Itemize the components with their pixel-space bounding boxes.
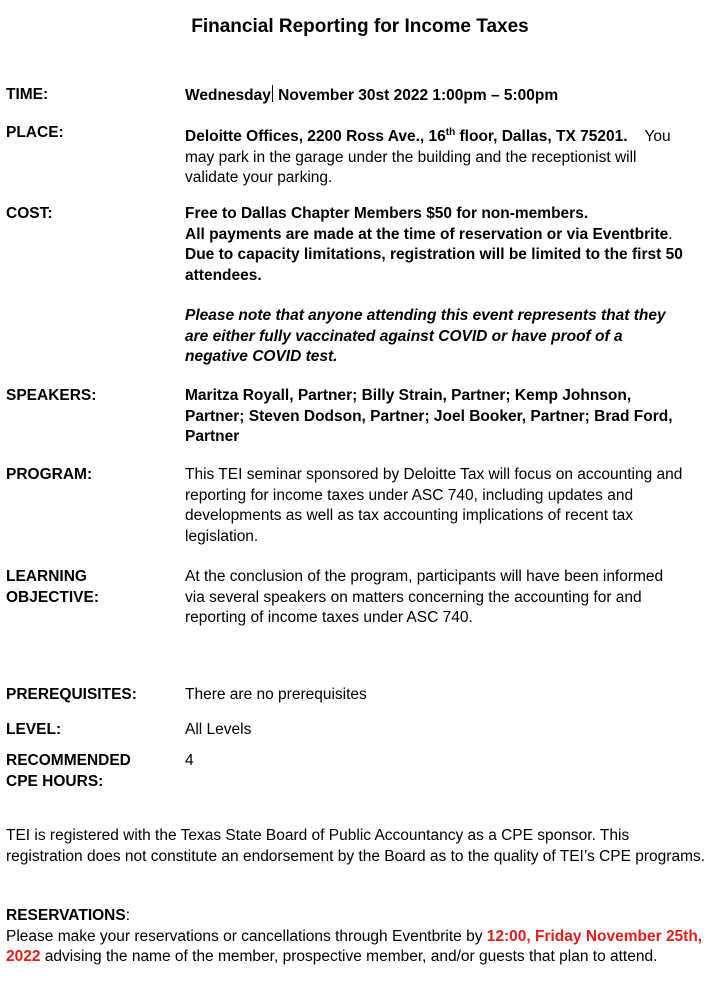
reservations-deadline: 12:00, Friday November 25th, 2022 [6, 927, 703, 965]
cpe-label-line2: CPE HOURS: [6, 772, 104, 790]
speakers-value: Maritza Royall, Partner; Billy Strain, Partner; Kemp Johnson, Partner; Steven Dodson, Partner; Joel Booker, Partner; Brad Ford, Partner [185, 387, 673, 445]
document-title: Financial Reporting for Income Taxes [191, 16, 529, 37]
cost-line2a: All payments are made at the time of reservation or via Eventbrite [185, 225, 669, 243]
text-cursor-icon [272, 85, 273, 102]
cost-line2-dot: . [668, 225, 673, 243]
place-address-b: floor, Dallas, TX 75201. [455, 128, 628, 146]
place-note: You may park in the garage under the building and the receptionist will validate your parking. [185, 128, 675, 187]
place-label: PLACE: [6, 124, 64, 141]
level-label: LEVEL: [6, 721, 62, 738]
registration-note: TEI is registered with the Texas State Board of Public Accountancy as a CPE sponsor. This registration does not constitute an endorsement by the Board as to the quality of TEI’s CPE programs. [6, 827, 706, 865]
cpe-hours-value: 4 [185, 752, 194, 769]
covid-note: Please note that anyone attending this event represents that they are either fully vaccinated against COVID or have proof of a negative COVID test. [185, 307, 666, 365]
place-value [185, 123, 685, 189]
reservations-heading: RESERVATIONS [6, 907, 126, 924]
cost-value [185, 204, 685, 368]
program-label: PROGRAM: [6, 466, 93, 483]
level-value: All Levels [185, 721, 252, 738]
cost-line2b: Due to capacity limitations, registration will be limited to the first 50 attendees. [185, 246, 683, 284]
learning-label-line1: LEARNING [6, 568, 87, 585]
program-value: This TEI seminar sponsored by Deloitte Tax will focus on accounting and reporting for income taxes under ASC 740, including updates and developments as well as tax accounting implications of recent tax legislation. [185, 466, 683, 545]
place-address-a: Deloitte Offices, 2200 Ross Ave., 16 [185, 128, 446, 146]
learning-objective-value: At the conclusion of the program, participants will have been informed via several speakers on matters concerning the accounting for and reporting of income taxes under ASC 740. [185, 568, 664, 626]
prerequisites-value: There are no prerequisites [185, 686, 367, 703]
cost-label: COST: [6, 205, 53, 222]
reservations-text-a: Please make your reservations or cancellations through Eventbrite by [6, 927, 487, 945]
learning-label-line2: OBJECTIVE: [6, 588, 100, 606]
cpe-label-line1: RECOMMENDED [6, 752, 131, 769]
reservations-text [6, 927, 706, 968]
place-address-sup: th [445, 127, 456, 138]
cpe-hours-label [6, 751, 176, 792]
learning-objective-label [6, 567, 176, 608]
prerequisites-label: PREREQUISITES: [6, 686, 137, 703]
reservations-section [6, 906, 706, 968]
time-value [185, 85, 685, 107]
speakers-label: SPEAKERS: [6, 387, 97, 404]
reservations-heading-line [6, 906, 706, 927]
reservations-text-b: advising the name of the member, prospective member, and/or guests that plan to attend. [40, 948, 658, 965]
time-rest: November 30st 2022 1:00pm – 5:00pm [273, 87, 559, 104]
time-day: Wednesday [185, 87, 271, 104]
cost-line1: Free to Dallas Chapter Members $50 for non-members. [185, 205, 589, 222]
time-label: TIME: [6, 86, 49, 103]
reservations-colon: : [125, 907, 131, 924]
